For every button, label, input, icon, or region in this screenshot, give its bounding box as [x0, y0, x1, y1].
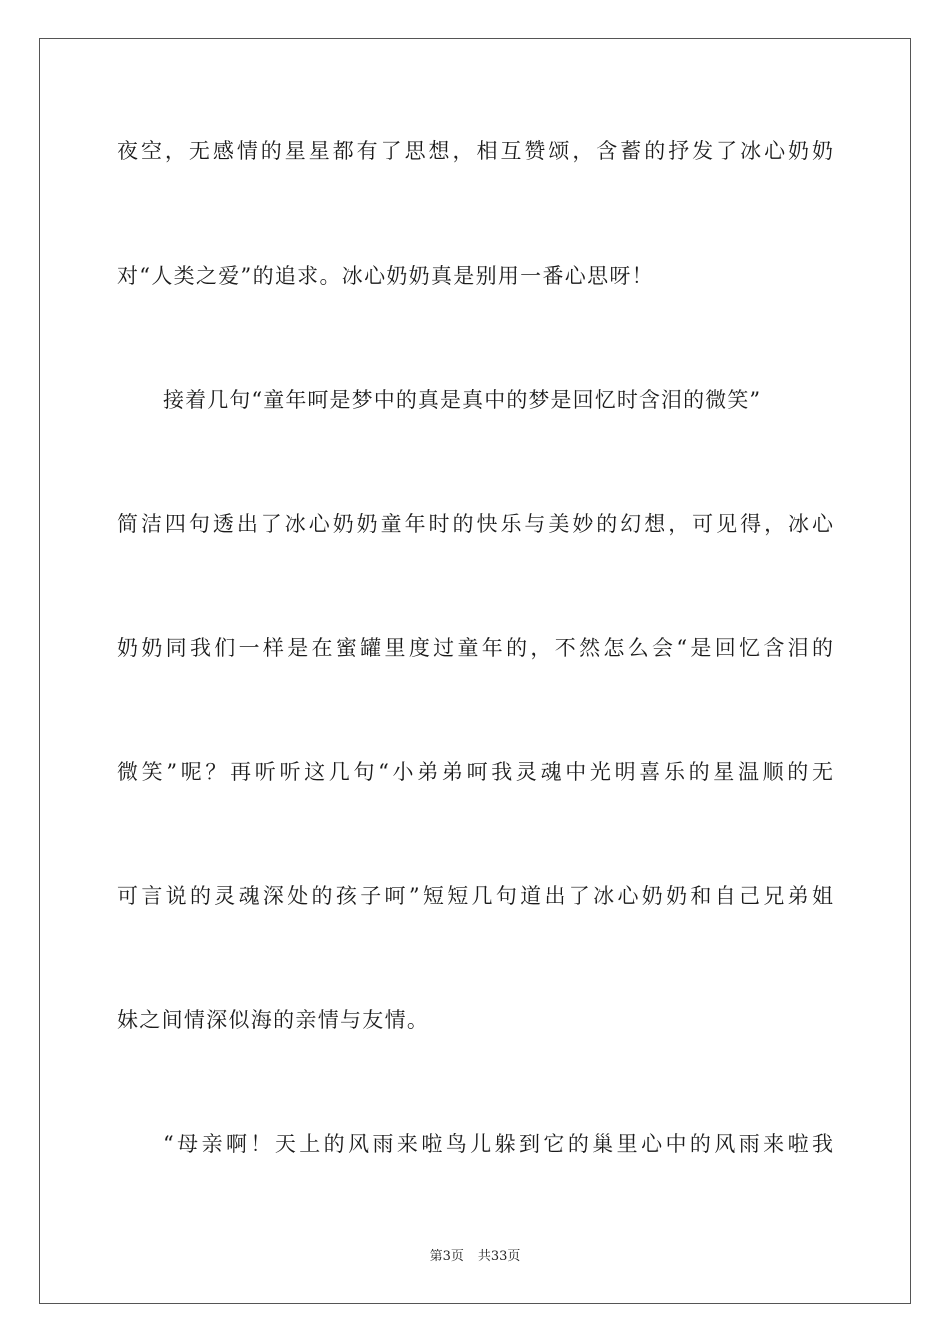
page-border: [39, 38, 911, 1304]
text-line-5: 奶奶同我们一样是在蜜罐里度过童年的，不然怎么会“是回忆含泪的: [117, 636, 833, 660]
page-number: 第3页: [429, 1249, 464, 1264]
text-line-7: 可言说的灵魂深处的孩子呵”短短几句道出了冰心奶奶和自己兄弟姐: [117, 884, 833, 908]
text-line-6: 微笑”呢？再听听这几句“小弟弟呵我灵魂中光明喜乐的星温顺的无: [117, 760, 833, 784]
text-line-9: “母亲啊！天上的风雨来啦鸟儿躲到它的巢里心中的风雨来啦我: [163, 1132, 833, 1156]
total-pages: 共33页: [477, 1249, 521, 1264]
text-line-8: 妹之间情深似海的亲情与友情。: [117, 1008, 430, 1032]
text-line-1: 夜空，无感情的星星都有了思想，相互赞颂，含蓄的抒发了冰心奶奶: [117, 139, 833, 163]
text-line-4: 简洁四句透出了冰心奶奶童年时的快乐与美妙的幻想，可见得，冰心: [117, 512, 833, 536]
text-line-2: 对“人类之爱”的追求。冰心奶奶真是别用一番心思呀！: [117, 264, 654, 288]
page-footer: [0, 1248, 950, 1266]
text-line-3: 接着几句“童年呵是梦中的真是真中的梦是回忆时含泪的微笑”: [163, 388, 762, 412]
